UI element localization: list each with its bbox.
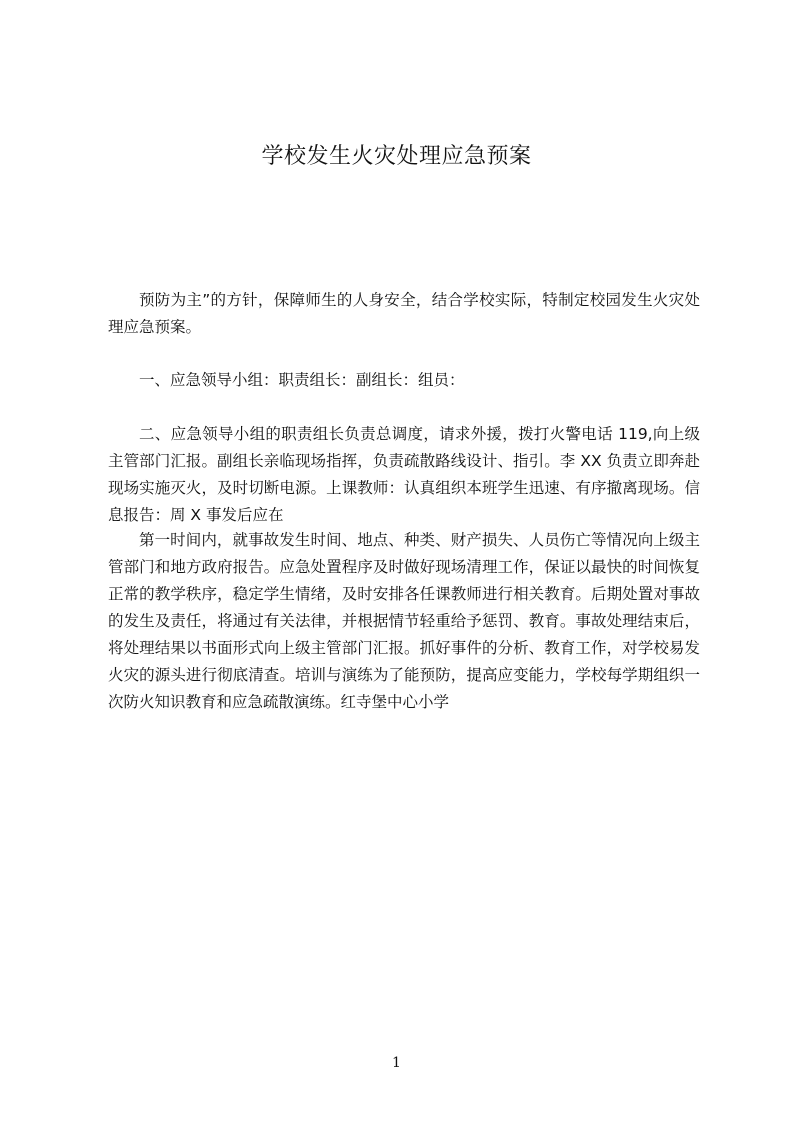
- paragraph-procedures: 第一时间内，就事故发生时间、地点、种类、财产损失、人员伤亡等情况向上级主管部门和地方政府报告。应急处置程序及时做好现场清理工作，保证以最快的时间恢复正常的教学秩序，稳定学生情绪，及时安排各任课教师进行相关教育。后期处置对事故的发生及责任，将通过有关法律，并根据情节轻重给予惩罚、教育。事故处理结束后，将处理结果以书面形式向上级主管部门汇报。抓好事件的分析、教育工作，对学校易发火灾的源头进行彻底清查。培训与演练为了能预防，提高应变能力，学校每学期组织一次防火知识教育和应急疏散演练。红寺堡中心小学: [108, 531, 700, 711]
- page-number: 1: [392, 1055, 401, 1071]
- paragraph-leadership-group: 一、应急领导小组：职责组长：副组长：组员：: [139, 371, 465, 389]
- paragraph-intro: 预防为主”的方针，保障师生的人身安全，结合学校实际，特制定校园发生火灾处理应急预案。: [108, 291, 700, 336]
- page-title: 学校发生火灾处理应急预案: [261, 144, 532, 169]
- paragraph-responsibilities: 二、应急领导小组的职责组长负责总调度，请求外援，拨打火警电话 119,向上级主管部门汇报。副组长亲临现场指挥，负责疏散路线设计、指引。李 XX 负责立即奔赴现场实施灭火，及时切断电源。上课教师：认真组织本班学生迅速、有序撤离现场。信息报告：周 X 事发后应在: [108, 425, 700, 524]
